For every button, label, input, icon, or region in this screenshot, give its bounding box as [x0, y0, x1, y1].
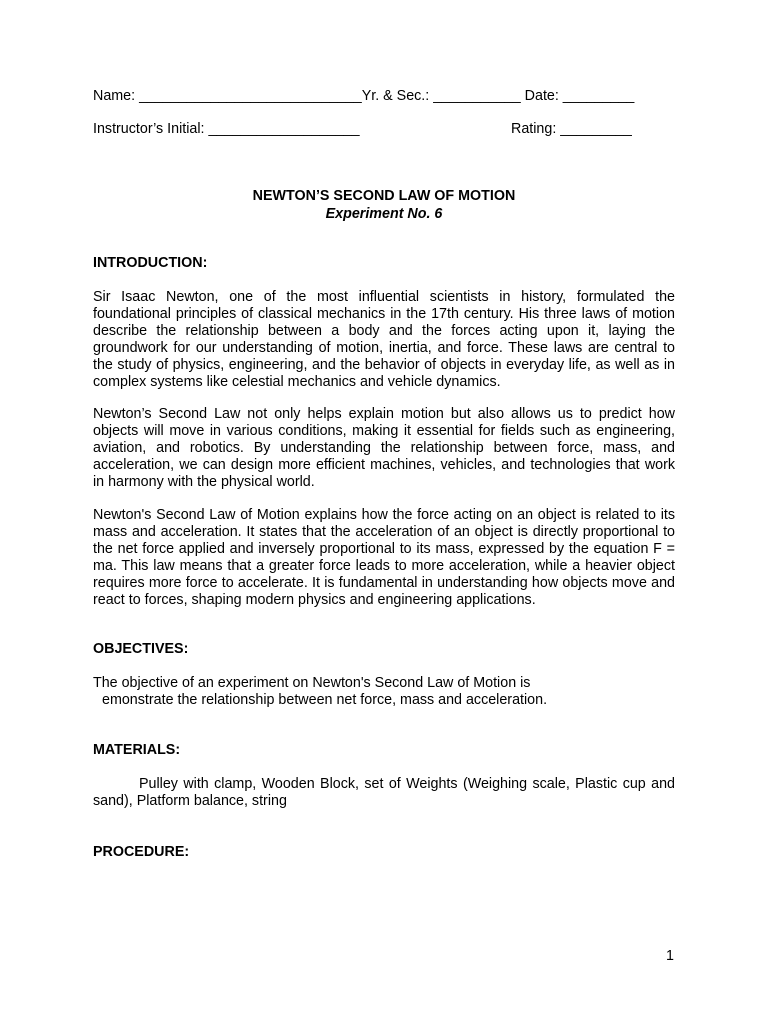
objectives-heading: OBJECTIVES: [93, 641, 189, 657]
page-number: 1 [666, 948, 674, 964]
instructor-initial-line: Instructor’s Initial: ___________________ [93, 121, 360, 137]
rating-line: Rating: _________ [511, 121, 632, 137]
name-section-date-line: Name: ____________________________Yr. & Sec.: ___________ Date: _________ [93, 88, 635, 104]
procedure-heading: PROCEDURE: [93, 844, 190, 860]
introduction-paragraph-2: Newton’s Second Law not only helps explain motion but also allows us to predict how objects will move in various conditions, making it essential for fields such as engineering, aviation, and robotics. By understanding the relationship between force, mass, and acceleration, we can design more efficient machines, vehicles, and technologies that work in harmony with the physical world. [93, 406, 675, 490]
experiment-number: Experiment No. 6 [325, 206, 443, 222]
document-title: NEWTON’S SECOND LAW OF MOTION [252, 188, 516, 204]
materials-list: Pulley with clamp, Wooden Block, set of Weights (Weighing scale, Plastic cup and sand), Platform balance, string [93, 776, 675, 809]
introduction-paragraph-3: Newton's Second Law of Motion explains how the force acting on an object is related to its mass and acceleration. It states that the acceleration of an object is directly proportional to the net force applied and inversely proportional to its mass, expressed by the equation F = ma. This law means that a greater force leads to more acceleration, while a heavier object requires more force to accelerate. It is fundamental in understanding how objects move and react to forces, shaping modern physics and engineering applications. [93, 507, 675, 608]
objectives-line-1: The objective of an experiment on Newton's Second Law of Motion is [93, 675, 531, 691]
objectives-line-2: emonstrate the relationship between net force, mass and acceleration. [102, 692, 548, 708]
materials-heading: MATERIALS: [93, 742, 181, 758]
introduction-heading: INTRODUCTION: [93, 255, 208, 271]
introduction-paragraph-1: Sir Isaac Newton, one of the most influential scientists in history, formulated the foundational principles of classical mechanics in the 17th century. His three laws of motion describe the relationship between a body and the forces acting upon it, laying the groundwork for our understanding of motion, inertia, and force. These laws are central to the study of physics, engineering, and the behavior of objects in everyday life, as well as in complex systems like celestial mechanics and vehicle dynamics. [93, 289, 675, 390]
